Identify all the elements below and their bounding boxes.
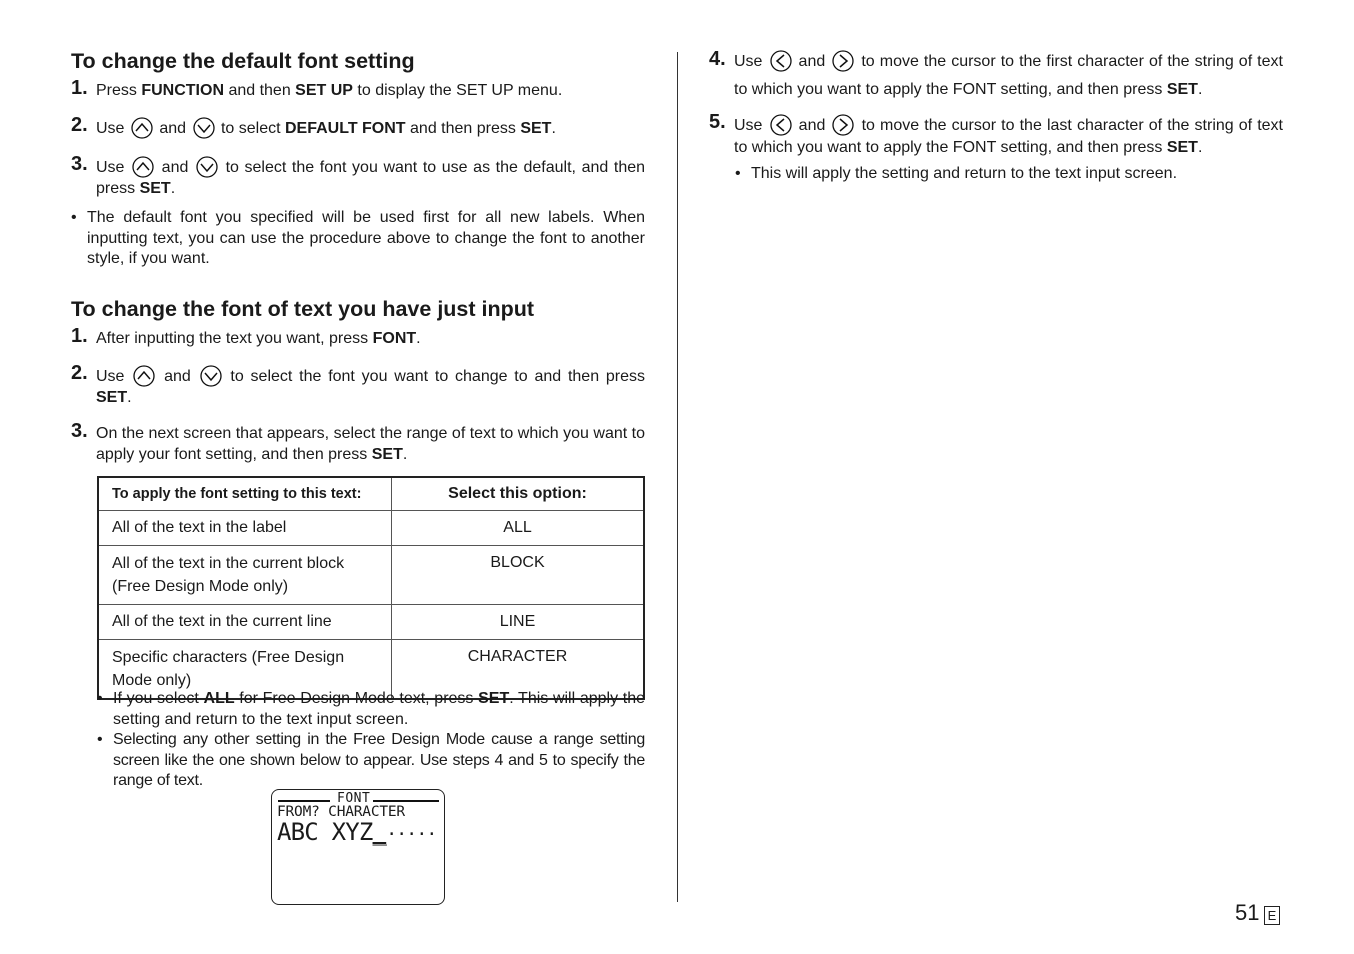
table-header: To apply the font setting to this text:	[98, 477, 392, 511]
step-number: 4.	[709, 48, 726, 70]
step-4	[709, 48, 1283, 104]
step-number: 1.	[71, 77, 88, 99]
lcd-prompt: FROM? CHARACTER	[277, 804, 405, 820]
step-text: Use and to select the font you want to change to and then press SET.	[96, 365, 645, 408]
table-cell: All of the text in the label	[98, 511, 392, 546]
table-cell: ALL	[392, 511, 645, 546]
table-row	[98, 605, 644, 640]
down-arrow-key-icon	[200, 365, 222, 387]
step-text: After inputting the text you want, press FONT.	[96, 329, 421, 347]
table-cell: All of the text in the current line	[98, 605, 392, 640]
lcd-cursor: _	[372, 818, 387, 846]
table-cell: Specific characters (Free Design Mode only)	[98, 640, 392, 700]
table-row	[98, 546, 644, 605]
step-3	[71, 153, 646, 199]
page-number: 51	[1235, 900, 1260, 925]
lcd-text-line: ABC XYZ_·····	[277, 818, 437, 846]
table-row	[98, 511, 644, 546]
step-5	[709, 111, 1283, 159]
lcd-screen	[271, 789, 445, 905]
font-range-table	[97, 476, 645, 700]
right-arrow-key-icon	[832, 114, 854, 136]
right-column	[709, 48, 1283, 185]
step-number: 1.	[71, 324, 88, 347]
section-title-change-font: To change the font of text you have just input	[71, 296, 535, 321]
language-badge: E	[1264, 906, 1280, 925]
lcd-dots: ·····	[386, 824, 437, 845]
step-number: 3.	[71, 153, 88, 175]
left-arrow-key-icon	[770, 114, 792, 136]
step-2	[71, 114, 645, 139]
step-text: Use and to select the font you want to use as the default, and then press SET.	[96, 156, 645, 199]
note-all: • If you select ALL for Free Design Mode text, press SET. This will apply the setting and return to the text input screen.	[97, 690, 646, 728]
lcd-title: FONT	[337, 791, 371, 806]
note-apply: • This will apply the setting and return to the text input screen.	[735, 165, 1178, 182]
column-divider	[677, 52, 678, 902]
up-arrow-key-icon	[133, 365, 155, 387]
step-text: Press FUNCTION and then SET UP to display the SET UP menu.	[96, 82, 563, 99]
note-other: • Selecting any other setting in the Free Design Mode cause a range setting screen like the one shown below to appear. Use steps 4 and 5 to specify the range of text.	[97, 731, 645, 789]
step-number: 5.	[709, 111, 726, 133]
note-default-font: • The default font you specified will be used first for all new labels. When inputting text, you can use the procedure above to change the font to another style, if you want.	[71, 209, 645, 267]
notes	[97, 689, 645, 792]
step-text: Use and to select DEFAULT FONT and then press SET.	[96, 117, 645, 139]
section-title-default-font: To change the default font setting	[71, 49, 415, 73]
down-arrow-key-icon	[193, 117, 215, 139]
table-cell: All of the text in the current block (Free Design Mode only)	[98, 546, 392, 605]
up-arrow-key-icon	[131, 117, 153, 139]
step-3	[71, 419, 645, 465]
left-arrow-key-icon	[770, 50, 792, 72]
left-column	[71, 46, 645, 465]
table-header: Select this option:	[392, 477, 645, 511]
table-cell: BLOCK	[392, 546, 645, 605]
step-text: Use and to move the cursor to the first character of the string of text to which you want to apply the FONT setting, and then press SET.	[734, 48, 1283, 104]
step-number: 2.	[71, 361, 88, 384]
step-1	[71, 77, 645, 101]
step-text: On the next screen that appears, select the range of text to which you want to apply your font setting, and then press SET.	[96, 424, 645, 463]
up-arrow-key-icon	[132, 156, 154, 178]
down-arrow-key-icon	[196, 156, 218, 178]
step-number: 3.	[71, 419, 88, 442]
table-cell: CHARACTER	[392, 640, 645, 700]
right-arrow-key-icon	[832, 50, 854, 72]
step-1	[71, 324, 645, 349]
step-text: Use and to move the cursor to the last character of the string of text to which you want to apply the FONT setting, and then press SET.	[734, 114, 1283, 159]
table-cell: LINE	[392, 605, 645, 640]
step-number: 2.	[71, 114, 88, 136]
step-2	[71, 361, 646, 408]
table-header-row	[98, 477, 644, 511]
